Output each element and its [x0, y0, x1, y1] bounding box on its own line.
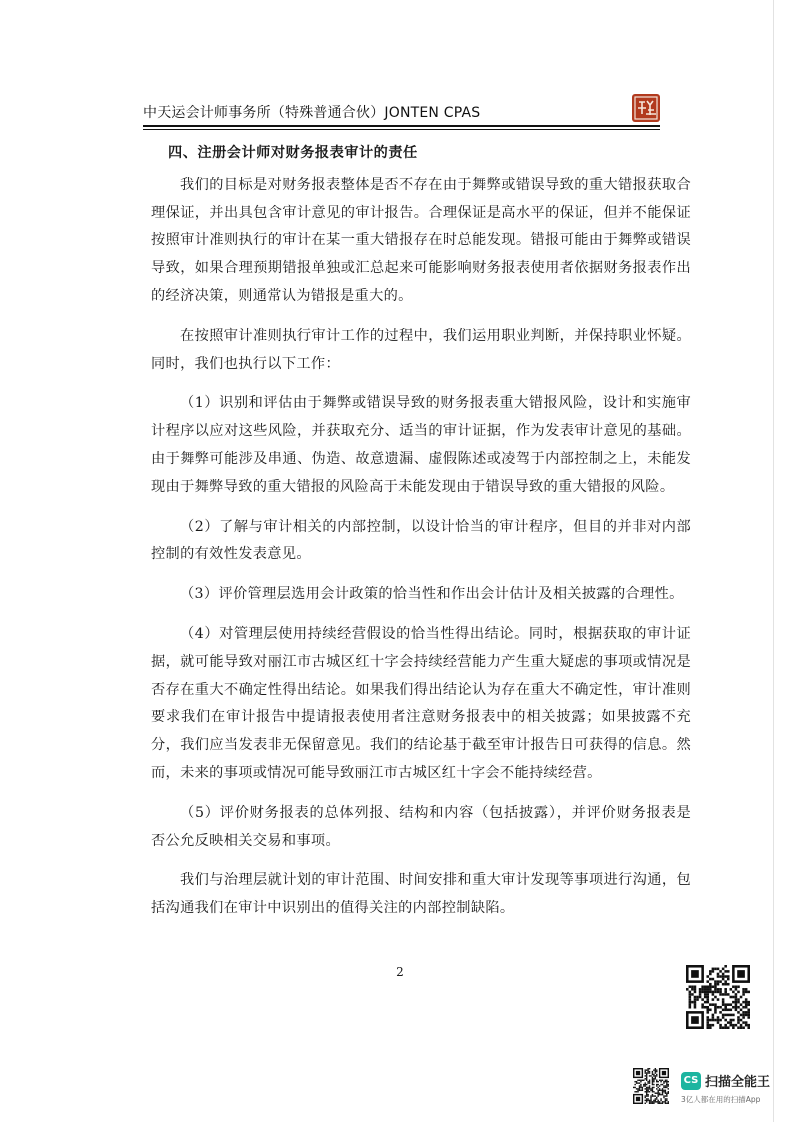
paragraph-communication: 我们与治理层就计划的审计范围、时间安排和重大审计发现等事项进行沟通，包括沟通我们在审计中识别出的值得关注的内部控制缺陷。: [151, 872, 691, 917]
firm-name: 中天运会计师事务所（特殊普通合伙）JONTEN CPAS: [143, 105, 481, 121]
scanner-qr-icon: [633, 1068, 669, 1104]
page-number: 2: [396, 965, 404, 979]
paragraph-item-1: （1）识别和评估由于舞弊或错误导致的财务报表重大错报风险，设计和实施审计程序以应对这些风险，并获取充分、适当的审计证据，作为发表审计意见的基础。由于舞弊可能涉及串通、伪造、故意遗漏、虚假陈述或凌驾于内部控制之上，未能发现由于舞弊导致的重大错报的风险高于未能发现由于错误导致的重大错报的风险。: [151, 395, 691, 495]
jonten-seal-logo-icon: [632, 94, 660, 122]
header-rule: [143, 125, 660, 127]
paragraph-item-5: （5）评价财务报表的总体列报、结构和内容（包括披露），并评价财务报表是否公允反映相关交易和事项。: [151, 804, 691, 849]
camscanner-logo-icon: CS: [681, 1072, 701, 1090]
scanner-app-name: 扫描全能王: [705, 1075, 771, 1090]
paragraph-objective: 我们的目标是对财务报表整体是否不存在由于舞弊或错误导致的重大错报获取合理保证，并出具包含审计意见的审计报告。合理保证是高水平的保证，但并不能保证按照审计准则执行的审计在某一重大错报存在时总能发现。错报可能由于舞弊或错误导致，如果合理预期错报单独或汇总起来可能影响财务报表使用者依据财务报表作出的经济决策，则通常认为错报是重大的。: [151, 176, 691, 304]
scanner-app-tagline: 3亿人都在用的扫描App: [681, 1095, 761, 1104]
paragraph-item-3: （3）评价管理层选用会计政策的恰当性和作出会计估计及相关披露的合理性。: [180, 586, 684, 603]
scanner-watermark: [633, 1068, 783, 1112]
header-rule-thin: [143, 129, 660, 130]
paragraph-professional-judgment: 在按照审计准则执行审计工作的过程中，我们运用职业判断，并保持职业怀疑。同时，我们也执行以下工作：: [151, 327, 691, 372]
paragraph-item-4: （4）对管理层使用持续经营假设的恰当性得出结论。同时，根据获取的审计证据，就可能导致对丽江市古城区红十字会持续经营能力产生重大疑虑的事项或情况是否存在重大不确定性得出结论。如果我们得出结论认为存在重大不确定性，审计准则要求我们在审计报告中提请报表使用者注意财务报表中的相关披露；如果披露不充分，我们应当发表非无保留意见。我们的结论基于截至审计报告日可获得的信息。然而，未来的事项或情况可能导致丽江市古城区红十字会不能持续经营。: [151, 625, 691, 781]
qr-code-icon: [686, 965, 750, 1029]
document-body: [151, 140, 691, 935]
page-edge: [773, 0, 774, 1122]
paragraph-item-2: （2）了解与审计相关的内部控制，以设计恰当的审计程序，但目的并非对内部控制的有效性发表意见。: [151, 518, 691, 563]
section-title: 四、注册会计师对财务报表审计的责任: [168, 145, 418, 161]
